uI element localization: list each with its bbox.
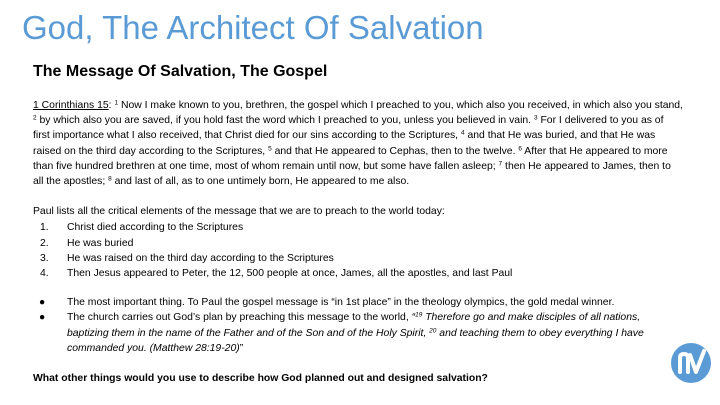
reference-separator: : — [108, 100, 115, 111]
bullet-dot-icon: ● — [39, 312, 46, 324]
bullet-text: The church carries out God’s plan by preaching this message to the world, — [67, 312, 412, 324]
verse-number: 20 — [429, 327, 437, 335]
verse-number: 3 — [533, 114, 538, 122]
verse-text: For I delivered to you as of first importance what I also received, that Christ died for our sins according to the Scriptures, — [33, 115, 664, 142]
quote-mark: ” — [239, 342, 244, 354]
verse-number: 4 — [460, 129, 465, 137]
list-item-text: He was buried — [67, 237, 134, 249]
verse-number: 19 — [415, 311, 423, 319]
list-item-text: He was raised on the third day according to the Scriptures — [67, 252, 334, 264]
gospel-points-list — [33, 220, 683, 281]
bullet-dot-icon: ● — [39, 297, 46, 309]
quote-mark: “ — [411, 312, 416, 324]
list-item — [33, 251, 683, 266]
list-number: 1. — [40, 222, 49, 234]
verse-text: and last of all, as to one untimely born, He appeared to me also. — [111, 176, 410, 188]
slide-body — [33, 98, 683, 386]
quote-text: and teaching them to obey everything I have commanded you. (Matthew 28:19-20) — [67, 327, 644, 354]
nv-logo-icon — [670, 342, 712, 384]
list-item — [33, 236, 683, 251]
list-number: 4. — [40, 268, 49, 280]
verse-text: then He appeared to James, then to all the apostles; — [33, 160, 671, 188]
verse-number: 2 — [33, 114, 37, 122]
slide-subtitle: The Message Of Salvation, The Gospel — [33, 63, 328, 80]
list-item-text: Then Jesus appeared to Peter, the 12, 500 people at once, James, all the apostles, and last Paul — [67, 268, 513, 280]
verse-number: 8 — [108, 175, 112, 183]
verse-text: and that He was buried, and that He was raised on the third day according to the Scriptures, — [33, 130, 656, 157]
list-number: 2. — [40, 237, 49, 249]
verse-text: After that He appeared to more than five hundred brethren at one time, most of whom remain until now, but some have fallen asleep; — [33, 145, 668, 172]
bullet-list — [33, 295, 683, 356]
verse-number: 1 — [114, 99, 119, 107]
verse-number: 7 — [498, 160, 503, 168]
quote-text: Therefore go and make disciples of all nations, baptizing them in the name of the Father and of the Son and of the Holy Spirit, — [67, 312, 641, 339]
scripture-reference: 1 Corinthians 15 — [33, 100, 109, 111]
verse-number: 6 — [518, 145, 522, 153]
list-item — [33, 266, 683, 281]
verse-text: Now I make known to you, brethren, the gospel which I preached to you, which also you received, in which also you stand, — [118, 100, 683, 111]
bullet-text: The most important thing. To Paul the gospel message is “in 1st place” in the theology olympics, the gold medal winner. — [67, 297, 615, 309]
slide-title: God, The Architect Of Salvation — [22, 9, 484, 46]
list-number: 3. — [40, 252, 49, 264]
verse-text: and that He appeared to Cephas, then to the twelve. — [271, 145, 519, 157]
scripture-passage — [33, 98, 683, 189]
discussion-question: What other things would you use to describe how God planned out and designed salvation? — [33, 373, 488, 385]
list-item-text: Christ died according to the Scriptures — [67, 222, 244, 234]
verse-text: by which also you are saved, if you hold fast the word which I preached to you, unless you believed in vain. — [36, 115, 534, 127]
verse-number: 5 — [268, 145, 272, 153]
bullet-item — [33, 310, 683, 356]
list-item — [33, 220, 683, 235]
intro-text: Paul lists all the critical elements of the message that we are to preach to the world today: — [33, 206, 445, 218]
bullet-item — [33, 295, 683, 310]
